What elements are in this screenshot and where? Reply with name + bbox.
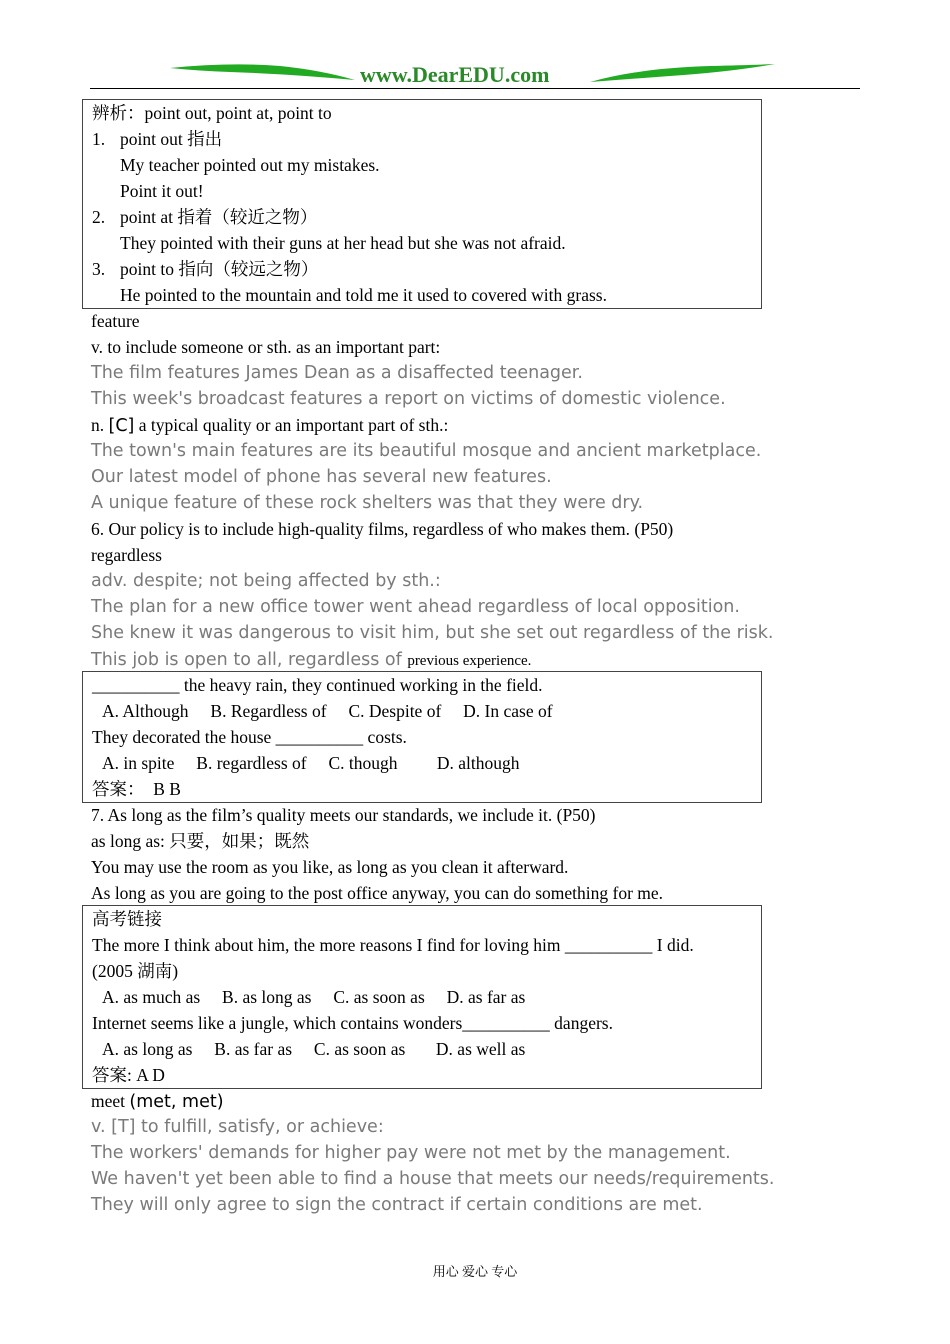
example: The film features James Dean as a disaffected teenager. (91, 363, 583, 383)
sentence: 7. As long as the film’s quality meets our standards, we include it. (P50) (91, 805, 596, 825)
example: You may use the room as you like, as long as you clean it afterward. (91, 857, 569, 877)
document-body (82, 100, 872, 1218)
options: A. in spite B. regardless of C. though D. although (102, 753, 520, 773)
example: We haven't yet been able to find a house that meets our needs/requirements. (91, 1169, 775, 1189)
item-head (83, 126, 761, 152)
word-forms: (met, met) (129, 1092, 224, 1112)
item-text: point out 指出 (120, 129, 223, 149)
example: As long as you are going to the post office anyway, you can do something for me. (91, 883, 664, 903)
example: They will only agree to sign the contract if certain conditions are met. (91, 1195, 703, 1215)
example-part: This job is open to all, regardless of (91, 650, 408, 670)
sentence: 6. Our policy is to include high-quality films, regardless of who makes them. (P50) (91, 519, 674, 539)
answer: 答案： B B (92, 779, 181, 799)
options: A. Although B. Regardless of C. Despite of D. In case of (102, 701, 553, 721)
definition: adv. despite; not being affected by sth.: (91, 571, 441, 591)
example: My teacher pointed out my mistakes. (120, 155, 380, 175)
example: The plan for a new office tower went ahead regardless of local opposition. (91, 597, 740, 617)
item-text: point at 指着（较近之物） (120, 207, 318, 227)
question: The more I think about him, the more reasons I find for loving him __________ I did. (92, 935, 694, 955)
item-number: 1. (92, 129, 106, 149)
box-title: 高考链接 (92, 909, 162, 929)
page-header (90, 60, 860, 89)
tag: [C] (108, 416, 135, 436)
pos: n. (91, 415, 109, 435)
page-footer: 用心 爱心 专心 (432, 1264, 518, 1279)
exercise-box (82, 671, 762, 803)
word-heading: regardless (91, 545, 162, 565)
options: A. as much as B. as long as C. as soon as D. as far as (102, 987, 526, 1007)
item-head (83, 256, 761, 282)
word-heading: feature (91, 311, 140, 331)
exam-link-box (82, 905, 762, 1089)
question-source: (2005 湖南) (92, 961, 179, 981)
answer: 答案: A D (92, 1065, 165, 1085)
question: They decorated the house __________ costs. (92, 727, 407, 747)
logo-text: www.DearEDU.com (360, 62, 550, 86)
example-part: previous experience. (407, 653, 532, 669)
example: The town's main features are its beautiful mosque and ancient marketplace. (91, 441, 762, 461)
definition (82, 412, 872, 438)
example: Point it out! (120, 181, 204, 201)
question: __________ the heavy rain, they continued working in the field. (92, 675, 543, 695)
example: The workers' demands for higher pay were not met by the management. (91, 1143, 731, 1163)
example: They pointed with their guns at her head but she was not afraid. (120, 233, 566, 253)
item-text: point to 指向（较远之物） (120, 259, 319, 279)
item-head (83, 204, 761, 230)
example: This week's broadcast features a report on victims of domestic violence. (91, 389, 726, 409)
definition: v. [T] to fulfill, satisfy, or achieve: (91, 1117, 384, 1137)
box-title: 辨析：point out, point at, point to (92, 103, 332, 123)
example: A unique feature of these rock shelters was that they were dry. (91, 493, 644, 513)
question: Internet seems like a jungle, which contains wonders__________ dangers. (92, 1013, 613, 1033)
item-number: 2. (92, 207, 106, 227)
word: meet (91, 1091, 130, 1111)
word-heading (82, 1088, 872, 1114)
item-number: 3. (92, 259, 106, 279)
definition: v. to include someone or sth. as an important part: (91, 337, 441, 357)
example: He pointed to the mountain and told me it used to covered with grass. (120, 285, 607, 305)
comparison-box (82, 99, 762, 309)
example: She knew it was dangerous to visit him, but she set out regardless of the risk. (91, 623, 774, 643)
example: Our latest model of phone has several new features. (91, 467, 552, 487)
options: A. as long as B. as far as C. as soon as D. as well as (102, 1039, 526, 1059)
def-text: a typical quality or an important part of sth.: (134, 415, 449, 435)
definition: as long as: 只要，如果；既然 (91, 831, 310, 851)
example (82, 646, 872, 672)
dearedu-logo (170, 60, 780, 86)
